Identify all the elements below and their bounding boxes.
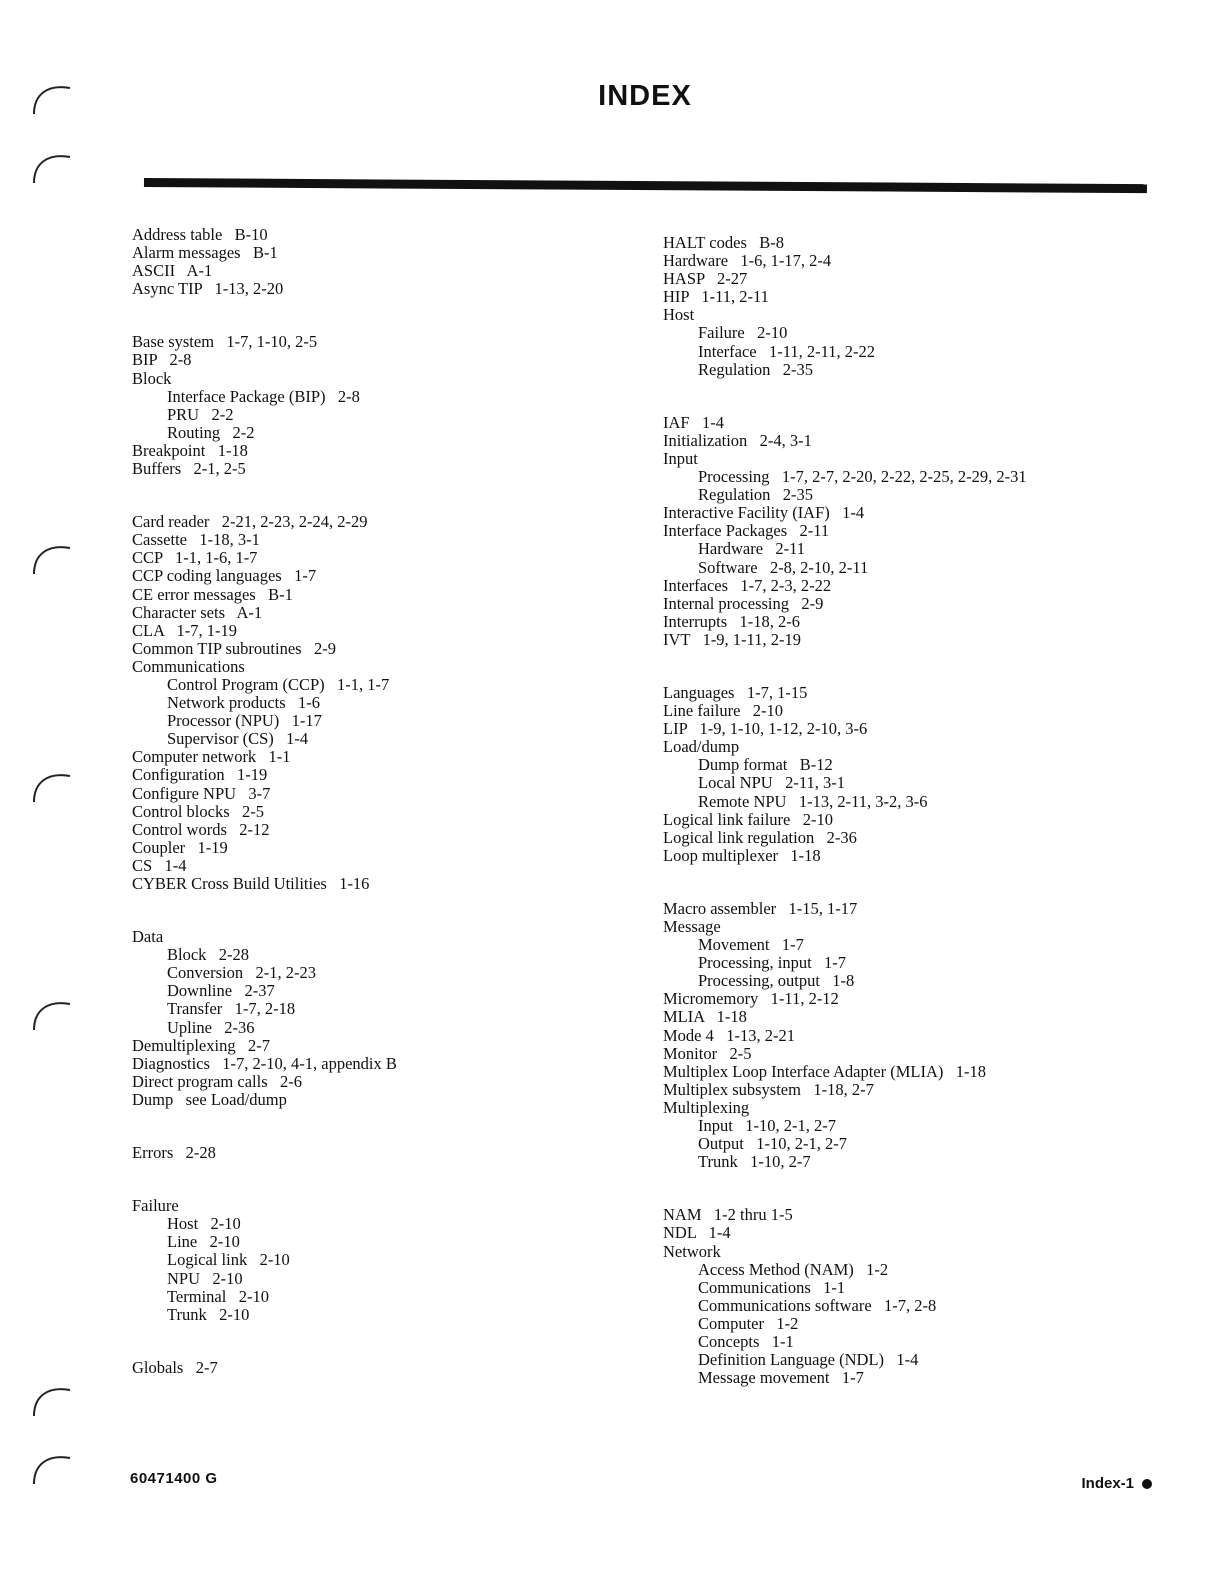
index-entry: Cassette 1-18, 3-1 (132, 530, 260, 550)
index-subentry: Definition Language (NDL) 1-4 (698, 1350, 919, 1370)
index-entry: Demultiplexing 2-7 (132, 1035, 270, 1055)
index-entry: Control blocks 2-5 (132, 801, 264, 821)
index-entry: CS 1-4 (132, 855, 187, 875)
index-subentry: Message movement 1-7 (698, 1368, 864, 1388)
index-subentry: Processing 1-7, 2-7, 2-20, 2-22, 2-25, 2-29, 2-31 (698, 467, 1027, 487)
index-subentry: Software 2-8, 2-10, 2-11 (698, 557, 869, 577)
punch-hole-mark (30, 145, 74, 185)
index-entry: HALT codes B-8 (663, 233, 784, 252)
punch-hole-mark (30, 536, 74, 576)
index-entry: Errors 2-28 (132, 1143, 216, 1163)
index-entry: Buffers 2-1, 2-5 (132, 459, 246, 479)
punch-hole-mark (30, 76, 74, 116)
index-entry: NDL 1-4 (663, 1223, 731, 1243)
index-entry: Micromemory 1-11, 2-12 (663, 989, 839, 1009)
index-subentry: Supervisor (CS) 1-4 (167, 729, 309, 749)
index-entry: BIP 2-8 (132, 350, 192, 370)
index-subentry: Remote NPU 1-13, 2-11, 3-2, 3-6 (698, 791, 928, 811)
index-subentry: NPU 2-10 (167, 1268, 243, 1288)
index-entry: Multiplex Loop Interface Adapter (MLIA) 1-18 (663, 1061, 987, 1081)
index-entry: MLIA 1-18 (663, 1007, 747, 1027)
index-entry: Coupler 1-19 (132, 837, 228, 857)
section-gap (132, 893, 397, 928)
index-entry: CCP coding languages 1-7 (132, 566, 317, 586)
index-entry: Line failure 2-10 (663, 701, 784, 721)
index-entry: Load/dump (663, 737, 740, 757)
index-subentry: Downline 2-37 (167, 981, 275, 1001)
index-subentry: Terminal 2-10 (167, 1286, 269, 1306)
index-entry: Internal processing 2-9 (663, 593, 824, 613)
index-subentry: Logical link 2-10 (167, 1250, 290, 1270)
index-entry: NAM 1-2 thru 1-5 (663, 1205, 793, 1225)
index-entry: Direct program calls 2-6 (132, 1071, 302, 1091)
index-subentry: Input 1-10, 2-1, 2-7 (698, 1116, 836, 1136)
page-title: INDEX (598, 80, 692, 112)
punch-hole-mark (30, 764, 74, 804)
index-entry: Control words 2-12 (132, 819, 270, 839)
index-entry: Common TIP subroutines 2-9 (132, 638, 336, 658)
index-subentry: Routing 2-2 (167, 422, 255, 442)
section-gap (132, 1109, 397, 1144)
index-entry: Dump see Load/dump (132, 1089, 287, 1109)
section-gap (132, 298, 397, 333)
index-entry: Message (663, 917, 721, 936)
index-subentry: Network products 1-6 (167, 693, 321, 713)
index-entry: Data (132, 927, 164, 947)
index-entry: Card reader 2-21, 2-23, 2-24, 2-29 (132, 512, 368, 532)
index-entry: Monitor 2-5 (663, 1043, 752, 1063)
index-entry: ASCII A-1 (132, 261, 213, 281)
index-subentry: Regulation 2-35 (698, 485, 814, 505)
index-entry: Interrupts 1-18, 2-6 (663, 611, 801, 631)
index-subentry: Local NPU 2-11, 3-1 (698, 773, 845, 793)
page-number (1081, 1475, 1152, 1492)
index-entry: Mode 4 1-13, 2-21 (663, 1025, 795, 1045)
index-entry: Interactive Facility (IAF) 1-4 (663, 503, 865, 523)
index-entry: IVT 1-9, 1-11, 2-19 (663, 629, 801, 649)
index-entry: Failure (132, 1196, 179, 1216)
page-label: Index-1 (1081, 1475, 1134, 1492)
index-entry: Async TIP 1-13, 2-20 (132, 279, 284, 299)
index-subentry: Access Method (NAM) 1-2 (698, 1259, 889, 1279)
index-entry: Interface Packages 2-11 (663, 521, 830, 541)
index-subentry: Interface 1-11, 2-11, 2-22 (698, 341, 875, 361)
index-entry: Configure NPU 3-7 (132, 783, 271, 803)
index-subentry: Line 2-10 (167, 1232, 240, 1252)
index-entry: Logical link regulation 2-36 (663, 827, 857, 847)
index-entry: Hardware 1-6, 1-17, 2-4 (663, 251, 832, 271)
section-gap (132, 1324, 397, 1359)
index-subentry: Movement 1-7 (698, 935, 804, 955)
index-entry: CE error messages B-1 (132, 584, 293, 604)
punch-hole-mark (30, 992, 74, 1032)
index-subentry: Communications 1-1 (698, 1277, 846, 1297)
index-subentry: Regulation 2-35 (698, 359, 814, 379)
index-entry: Computer network 1-1 (132, 747, 291, 767)
index-subentry: Host 2-10 (167, 1214, 241, 1234)
index-entry: Configuration 1-19 (132, 765, 268, 785)
index-subentry: Output 1-10, 2-1, 2-7 (698, 1134, 847, 1154)
index-subentry: Control Program (CCP) 1-1, 1-7 (167, 674, 390, 694)
index-entry: Alarm messages B-1 (132, 243, 278, 263)
index-subentry: PRU 2-2 (167, 404, 234, 424)
index-subentry: Dump format B-12 (698, 755, 833, 775)
section-gap (663, 1171, 1027, 1206)
index-entry: HASP 2-27 (663, 269, 748, 289)
index-subentry: Conversion 2-1, 2-23 (167, 963, 316, 983)
index-entry: Languages 1-7, 1-15 (663, 682, 808, 702)
index-entry: IAF 1-4 (663, 412, 724, 432)
index-entry: Initialization 2-4, 3-1 (663, 430, 812, 450)
index-entry: HIP 1-11, 2-11 (663, 287, 769, 307)
index-subentry: Upline 2-36 (167, 1017, 255, 1037)
index-entry: Breakpoint 1-18 (132, 440, 248, 460)
index-entry: Communications (132, 656, 245, 676)
title-rule (144, 178, 1147, 193)
index-subentry: Transfer 1-7, 2-18 (167, 999, 296, 1019)
index-entry: Character sets A-1 (132, 602, 263, 622)
index-entry: LIP 1-9, 1-10, 1-12, 2-10, 3-6 (663, 719, 868, 739)
section-gap (663, 649, 1027, 684)
index-subentry: Computer 1-2 (698, 1313, 799, 1333)
index-subentry: Trunk 1-10, 2-7 (698, 1152, 811, 1172)
punch-hole-mark (30, 1378, 74, 1418)
index-entry: Macro assembler 1-15, 1-17 (663, 898, 858, 918)
index-entry: Multiplexing (663, 1097, 750, 1117)
index-entry: CLA 1-7, 1-19 (132, 620, 237, 640)
index-subentry: Processor (NPU) 1-17 (167, 711, 322, 731)
bullet-icon (1142, 1479, 1152, 1489)
punch-hole-mark (30, 1446, 74, 1486)
index-entry: Loop multiplexer 1-18 (663, 845, 821, 865)
index-column-right (663, 234, 1027, 1387)
section-gap (132, 1162, 397, 1197)
section-gap (663, 865, 1027, 900)
document-number: 60471400 G (130, 1470, 218, 1487)
index-column-left (132, 226, 397, 1377)
index-subentry: Trunk 2-10 (167, 1304, 250, 1324)
index-entry: Interfaces 1-7, 2-3, 2-22 (663, 575, 832, 595)
index-subentry: Processing, input 1-7 (698, 953, 847, 973)
index-entry: Input (663, 448, 698, 468)
index-subentry: Hardware 2-11 (698, 539, 806, 559)
index-subentry: Communications software 1-7, 2-8 (698, 1295, 937, 1315)
index-entry: Block (132, 368, 172, 388)
index-entry: Multiplex subsystem 1-18, 2-7 (663, 1079, 874, 1099)
index-subentry: Block 2-28 (167, 945, 250, 965)
index-entry: Address table B-10 (132, 225, 268, 244)
index-entry: Host (663, 305, 695, 325)
index-entry: Network (663, 1241, 721, 1261)
index-entry: Diagnostics 1-7, 2-10, 4-1, appendix B (132, 1053, 397, 1073)
index-subentry: Processing, output 1-8 (698, 971, 855, 991)
index-entry: CYBER Cross Build Utilities 1-16 (132, 874, 370, 893)
index-entry: Base system 1-7, 1-10, 2-5 (132, 332, 318, 352)
index-entry: Globals 2-7 (132, 1357, 218, 1377)
index-entry: CCP 1-1, 1-6, 1-7 (132, 548, 258, 568)
index-entry: Logical link failure 2-10 (663, 809, 833, 829)
index-subentry: Interface Package (BIP) 2-8 (167, 386, 360, 406)
section-gap (132, 478, 397, 513)
index-subentry: Concepts 1-1 (698, 1331, 794, 1351)
section-gap (663, 379, 1027, 414)
index-subentry: Failure 2-10 (698, 323, 788, 343)
